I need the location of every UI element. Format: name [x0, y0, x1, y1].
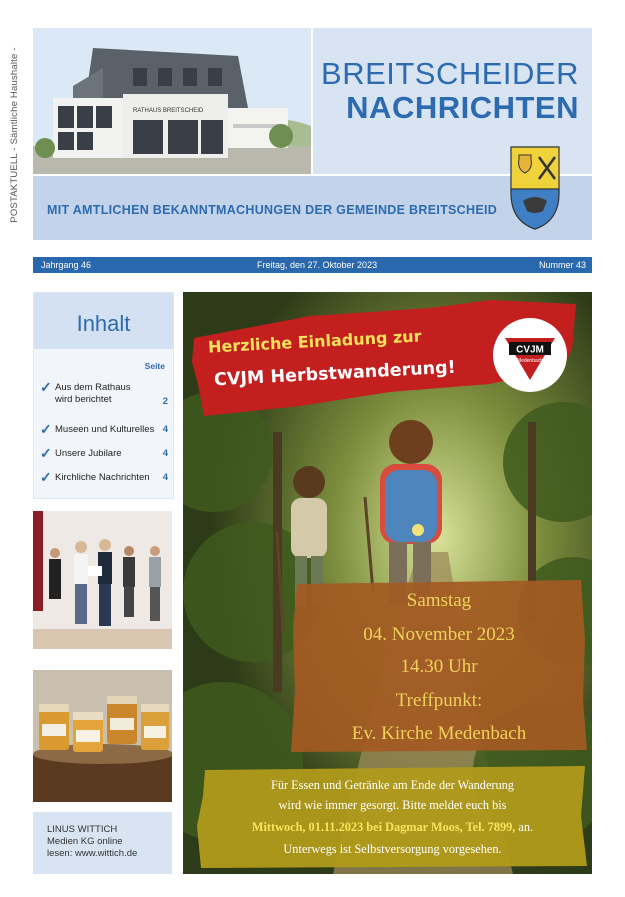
- publisher-line2: Medien KG online: [47, 836, 123, 847]
- toc-item-label: Aus dem Rathaus wird berichtet: [55, 382, 131, 405]
- note-line1: Für Essen und Getränke am Ende der Wanderung: [271, 778, 514, 792]
- note-line2: wird wie immer gesorgt. Bitte meldet euch bis: [278, 798, 507, 812]
- note-deadline: Mittwoch, 01.11.2023 bei Dagmar Moos, Tel. 7899,: [251, 820, 516, 834]
- ceremony-illustration: [33, 511, 172, 649]
- masthead-title-line1: BREITSCHEIDER: [321, 56, 579, 91]
- toc-item[interactable]: [40, 421, 168, 438]
- issue-info-bar: [33, 257, 592, 273]
- publisher-line3[interactable]: lesen: www.wittich.de: [47, 848, 138, 859]
- publisher-info: [33, 812, 172, 874]
- checkmark-icon: ✓: [40, 421, 52, 437]
- ceremony-photo: [33, 511, 172, 649]
- meeting-place: Ev. Kirche Medenbach: [351, 723, 527, 744]
- publisher-line1: LINUS WITTICH: [47, 824, 118, 835]
- toc-page-header: Seite: [144, 361, 165, 371]
- checkmark-icon: ✓: [40, 445, 52, 461]
- toc-item-label: Kirchliche Nachrichten: [55, 472, 150, 483]
- issue-date: Freitag, den 27. Oktober 2023: [257, 260, 378, 270]
- cvjm-logo-subtext: Medenbach: [516, 358, 544, 364]
- toc-item-page: 4: [162, 448, 168, 459]
- coat-of-arms-icon: [505, 143, 565, 231]
- note-line3-end: an.: [515, 820, 534, 834]
- masthead-subtitle: MIT AMTLICHEN BEKANNTMACHUNGEN DER GEMEINDE BREITSCHEID: [47, 203, 498, 217]
- checkmark-icon: ✓: [40, 379, 52, 395]
- town-hall-illustration: [33, 28, 311, 174]
- toc-title: Inhalt: [34, 293, 173, 349]
- toc-item[interactable]: [40, 469, 168, 486]
- checkmark-icon: ✓: [40, 469, 52, 485]
- toc-item-label: Museen und Kulturelles: [55, 424, 155, 435]
- meeting-label: Treffpunkt:: [395, 690, 483, 711]
- cvjm-logo-text: CVJM: [516, 344, 544, 356]
- town-hall-photo: [33, 28, 311, 174]
- issue-volume: Jahrgang 46: [41, 260, 92, 270]
- note-line4: Unterwegs ist Selbstversorgung vorgesehen.: [283, 842, 502, 856]
- note-line3: [197, 820, 588, 835]
- invitation-line2: CVJM Herbstwanderung!: [213, 357, 457, 391]
- toc-item[interactable]: [40, 445, 168, 462]
- event-date: 04. November 2023: [363, 624, 515, 645]
- table-of-contents: [33, 292, 174, 499]
- event-time: 14.30 Uhr: [400, 656, 478, 677]
- toc-item-label: Unsere Jubilare: [55, 448, 122, 459]
- toc-item[interactable]: [40, 379, 168, 408]
- toc-item-page: 2: [162, 396, 168, 407]
- event-day: Samstag: [406, 590, 472, 611]
- masthead-title-line2: NACHRICHTEN: [346, 90, 579, 125]
- cvjm-triangle-icon: [493, 318, 567, 392]
- building-sign: RATHAUS BREITSCHEID: [133, 108, 204, 114]
- toc-item-page: 4: [162, 472, 168, 483]
- honey-jars-photo: [33, 670, 172, 802]
- invitation-line1: Herzliche Einladung zur: [207, 326, 423, 357]
- toc-item-page: 4: [162, 424, 168, 435]
- issue-number: Nummer 43: [538, 260, 586, 270]
- postal-side-note: POSTAKTUELL - Sämtliche Haushalte -: [9, 47, 20, 223]
- honey-jars-illustration: [33, 670, 172, 802]
- cvjm-logo: [493, 318, 567, 392]
